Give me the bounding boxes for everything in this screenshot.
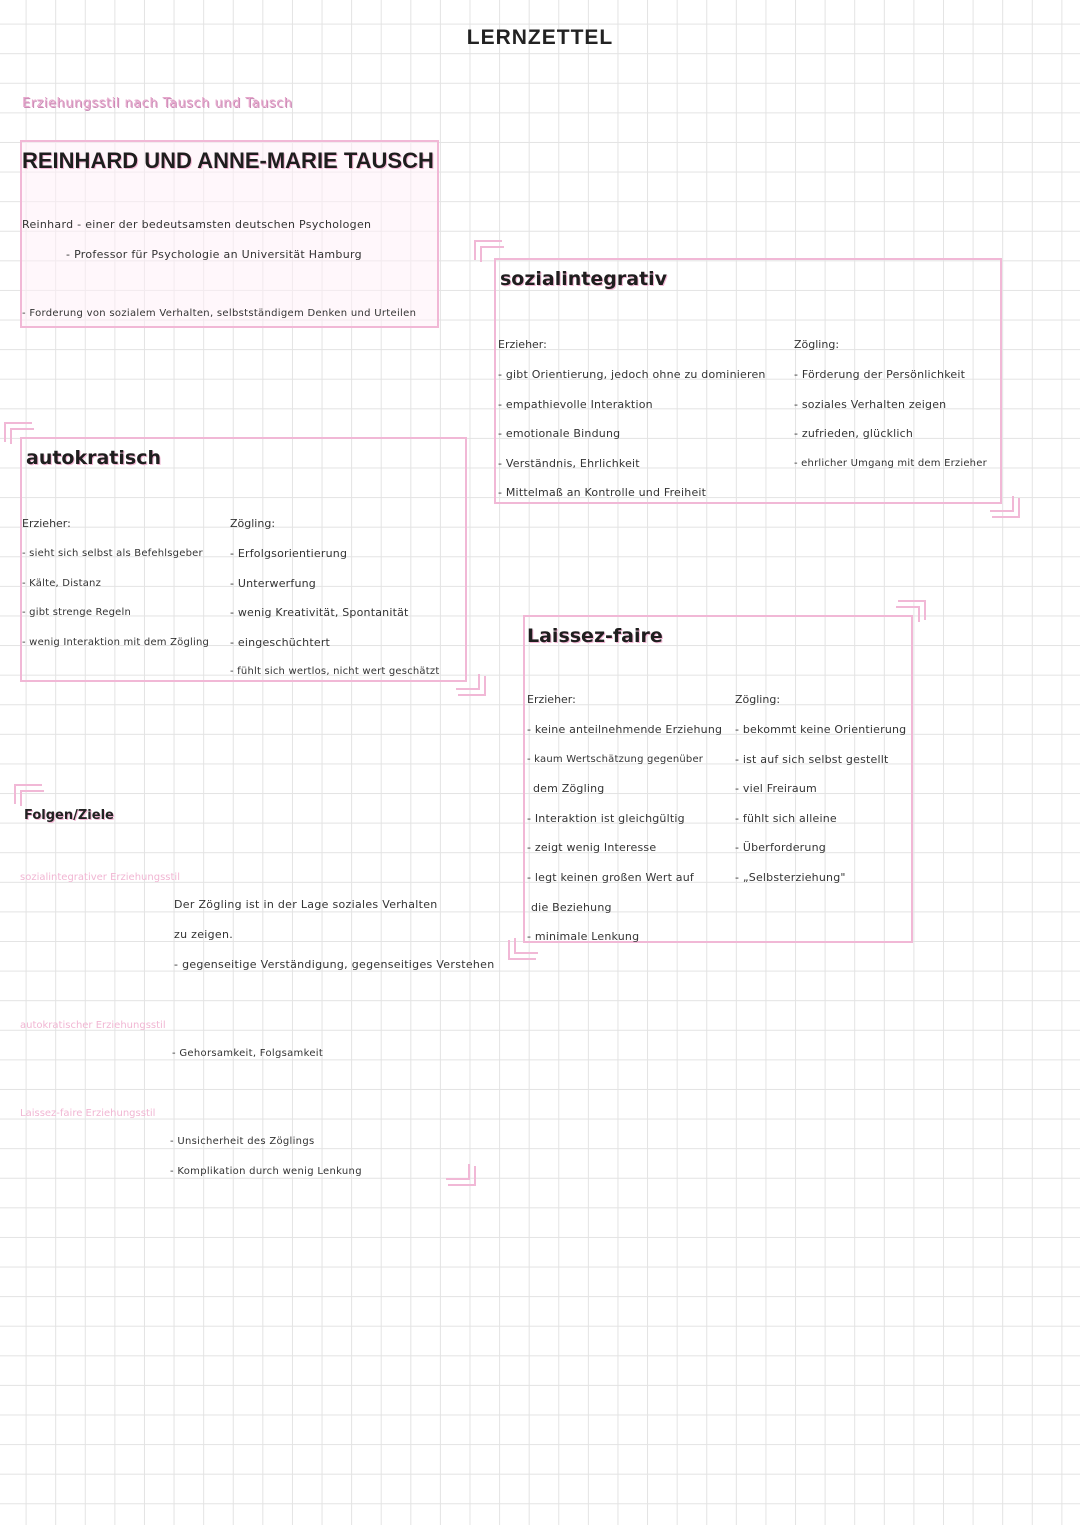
- list-item: - kaum Wertschätzung gegenüber: [527, 753, 704, 765]
- list-item: - Verständnis, Ehrlichkeit: [498, 456, 640, 470]
- autokratisch-zoegling-list: [230, 539, 439, 687]
- autokratisch-heading: autokratisch: [26, 447, 162, 469]
- sozialintegrativ-consequence-line: Der Zögling ist in der Lage soziales Verhalten: [174, 898, 438, 911]
- intro-heading: REINHARD UND ANNE-MARIE TAUSCH: [22, 148, 434, 173]
- list-item: - wenig Interaktion mit dem Zögling: [22, 636, 210, 648]
- list-item: - viel Freiraum: [735, 782, 817, 796]
- intro-box: [20, 140, 439, 328]
- sozialintegrativ-erzieher-label: Erzieher:: [498, 338, 547, 351]
- sozialintegrativ-erzieher-list: [498, 360, 766, 508]
- list-item: - Erfolgsorientierung: [230, 547, 348, 560]
- list-item: - „Selbsterziehung": [735, 870, 846, 884]
- list-item: - Interaktion ist gleichgültig: [527, 811, 685, 825]
- list-item: - legt keinen großen Wert auf: [527, 870, 694, 884]
- autokratisch-box: [20, 437, 467, 682]
- laissez-faire-box: [523, 615, 913, 943]
- sozialintegrativ-zoegling-list: [794, 360, 987, 478]
- sozialintegrativ-heading: sozialintegrativ: [500, 268, 668, 290]
- sozialintegrativ-zoegling-label: Zögling:: [794, 338, 840, 351]
- laissez-faire-heading: Laissez-faire: [527, 625, 663, 647]
- sozialintegrativ-consequence-line: - gegenseitige Verständigung, gegenseitiges Verstehen: [174, 958, 495, 971]
- list-item: dem Zögling: [533, 782, 605, 796]
- corner-decoration: [474, 240, 502, 260]
- autokratisch-consequence-line: - Gehorsamkeit, Folgsamkeit: [172, 1048, 324, 1059]
- corner-decoration: [508, 940, 536, 960]
- autokratisch-erzieher-label: Erzieher:: [22, 517, 71, 530]
- laissez-faire-erzieher-list: [527, 715, 722, 952]
- corner-decoration: [14, 784, 42, 804]
- corner-decoration: [448, 1166, 476, 1186]
- sozialintegrativ-consequences-label: sozialintegrativer Erziehungsstil: [20, 872, 180, 883]
- list-item: - soziales Verhalten zeigen: [794, 397, 947, 411]
- list-item: - empathievolle Interaktion: [498, 397, 653, 411]
- laissez-faire-consequence-line: - Unsicherheit des Zöglings: [170, 1136, 315, 1147]
- autokratisch-zoegling-label: Zögling:: [230, 517, 276, 530]
- list-item: - Unterwerfung: [230, 576, 316, 590]
- laissez-faire-erzieher-label: Erzieher:: [527, 693, 576, 706]
- laissez-faire-consequence-line: - Komplikation durch wenig Lenkung: [170, 1166, 362, 1177]
- list-item: die Beziehung: [531, 900, 612, 914]
- list-item: - sieht sich selbst als Befehlsgeber: [22, 548, 203, 559]
- sozialintegrativ-consequence-line: zu zeigen.: [174, 928, 234, 941]
- list-item: - fühlt sich wertlos, nicht wert geschätzt: [230, 666, 440, 678]
- list-item: - wenig Kreativität, Spontanität: [230, 606, 409, 620]
- page-title: LERNZETTEL: [466, 26, 614, 49]
- corner-decoration: [992, 498, 1020, 518]
- list-item: - ist auf sich selbst gestellt: [735, 752, 889, 766]
- autokratisch-consequences-label: autokratischer Erziehungsstil: [20, 1020, 166, 1031]
- list-item: - zufrieden, glücklich: [794, 427, 914, 441]
- laissez-faire-zoegling-label: Zögling:: [735, 693, 781, 706]
- list-item: - minimale Lenkung: [527, 930, 640, 944]
- intro-line-3: - Forderung von sozialem Verhalten, selbstständigem Denken und Urteilen: [22, 308, 417, 319]
- list-item: - gibt strenge Regeln: [22, 607, 132, 619]
- intro-line-1: Reinhard - einer der bedeutsamsten deutschen Psychologen: [22, 218, 372, 231]
- list-item: - Überforderung: [735, 841, 826, 855]
- list-item: - bekommt keine Orientierung: [735, 723, 907, 736]
- sozialintegrativ-box: [494, 258, 1002, 504]
- page-subtitle: Erziehungsstil nach Tausch und Tausch: [22, 96, 293, 111]
- list-item: - gibt Orientierung, jedoch ohne zu dominieren: [498, 368, 766, 381]
- list-item: - Mittelmaß an Kontrolle und Freiheit: [498, 486, 707, 500]
- list-item: - zeigt wenig Interesse: [527, 841, 657, 855]
- consequences-heading: Folgen/Ziele: [24, 808, 114, 823]
- laissez-faire-consequences-label: Laissez-faire Erziehungsstil: [20, 1108, 156, 1119]
- list-item: - Kälte, Distanz: [22, 577, 102, 589]
- corner-decoration: [458, 676, 486, 696]
- list-item: - fühlt sich alleine: [735, 811, 837, 825]
- list-item: - Förderung der Persönlichkeit: [794, 368, 966, 381]
- autokratisch-erzieher-list: [22, 539, 209, 657]
- list-item: - ehrlicher Umgang mit dem Erzieher: [794, 457, 987, 469]
- intro-line-2: - Professor für Psychologie an Universität Hamburg: [66, 248, 362, 261]
- list-item: - eingeschüchtert: [230, 635, 331, 649]
- laissez-faire-zoegling-list: [735, 715, 906, 893]
- list-item: - keine anteilnehmende Erziehung: [527, 723, 723, 736]
- list-item: - emotionale Bindung: [498, 427, 621, 441]
